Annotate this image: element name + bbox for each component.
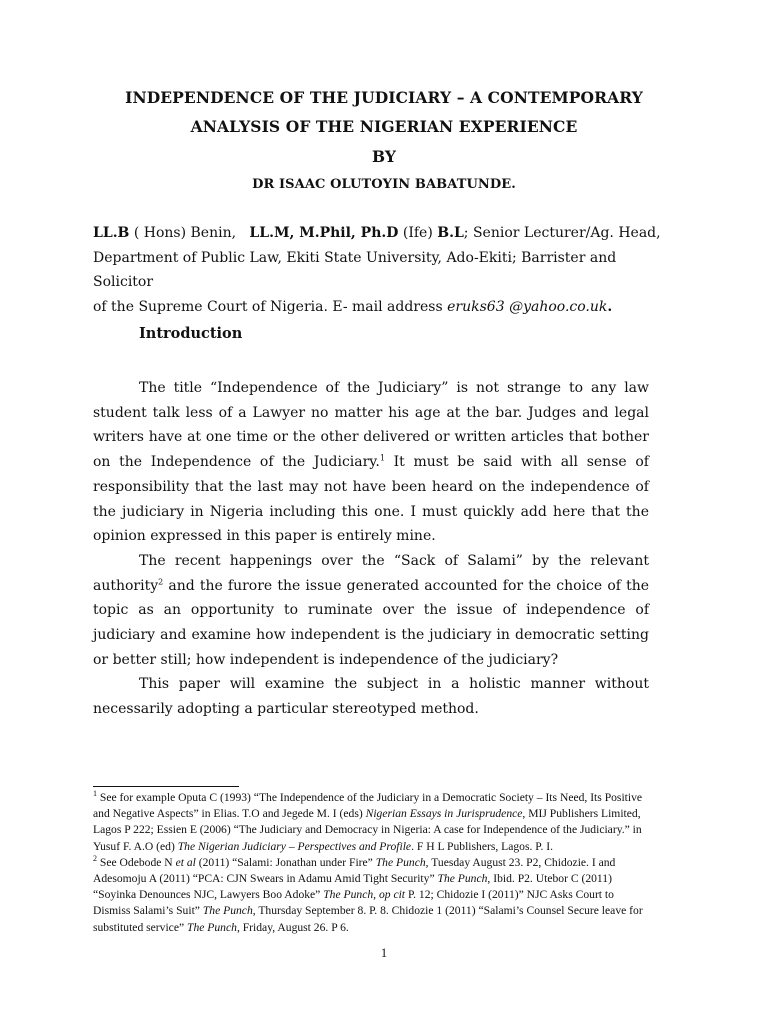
- paragraph-2: [93, 549, 649, 673]
- author-credentials: [93, 221, 663, 319]
- author-name: DR ISAAC OLUTOYIN BABATUNDE.: [252, 177, 516, 192]
- footnote-2-italic: The Punch: [375, 855, 426, 869]
- footnote-2: [93, 855, 653, 936]
- page-number: 1: [380, 946, 388, 960]
- footnote-2-text: ,: [373, 888, 379, 902]
- footnote-1-text: . F H L Publishers, Lagos. P. I.: [411, 839, 553, 853]
- footnote-2-marker: 2: [93, 853, 97, 863]
- affiliation-line-2: Department of Public Law, Ekiti State University, Ado-Ekiti; Barrister and Solicitor: [93, 249, 617, 290]
- paragraph-1: [93, 376, 649, 549]
- footnote-ref-1: 1: [379, 453, 385, 463]
- footnote-2-italic: The Punch: [323, 888, 374, 902]
- author-email: eruks63 @yahoo.co.uk: [447, 298, 608, 315]
- footnote-ref-2: 2: [158, 576, 164, 586]
- footnote-2-italic: The Punch: [437, 872, 488, 886]
- footnote-2-text: P. 12; Chidozie I (2011)” NJC Asks Court to Dismiss Salami’s Suit”: [93, 888, 614, 918]
- degree-ife-detail: (Ife): [398, 225, 438, 241]
- degree-llm-mphil-phd: LL.M, M.Phil, Ph.D: [249, 225, 399, 241]
- footnote-separator: [93, 786, 239, 787]
- paper-title-line-1: INDEPENDENCE OF THE JUDICIARY – A CONTEMPORARY: [125, 88, 643, 107]
- degree-llb-detail: ( Hons) Benin,: [129, 225, 250, 241]
- body-text: [93, 376, 649, 722]
- footnote-2-text: , Friday, August 26. P 6.: [236, 920, 349, 934]
- footnotes: [93, 790, 653, 936]
- footnote-1-text: , MIJ Publishers Limited, Lagos P 222; Essien E (2006) “The Judiciary and Democracy in Nigeria: A case for Independence of the Judiciary.” in Yusuf F. A.O (ed): [93, 807, 642, 853]
- footnote-2-italic: The Punch: [187, 920, 237, 934]
- footnote-2-text: (2011) “Salami: Jonathan under Fire”: [195, 855, 376, 869]
- footnote-1-marker: 1: [93, 789, 97, 799]
- footnote-2-text: , Thursday September 8. P. 8. Chidozie 1 (2011) “Salami’s Counsel Secure leave for substituted service”: [93, 904, 643, 934]
- paper-title-line-2: ANALYSIS OF THE NIGERIAN EXPERIENCE: [190, 117, 578, 136]
- degree-bl: B.L: [437, 225, 464, 241]
- footnote-2-italic: op cit: [378, 888, 406, 902]
- affiliation-line-3: of the Supreme Court of Nigeria. E- mail address: [93, 298, 448, 315]
- footnote-1-italic: The Nigerian Judiciary – Perspectives and Profile: [177, 839, 412, 853]
- section-heading-introduction: Introduction: [139, 325, 243, 342]
- footnote-2-text: , Ibid. P2. Utebor C (2011) “Soyinka Denounces NJC, Lawyers Boo Adoke”: [93, 872, 612, 902]
- footnote-1: [93, 790, 653, 855]
- footnote-1-italic: Nigerian Essays in Jurisprudence: [365, 807, 523, 821]
- degree-llb: LL.B: [93, 225, 130, 241]
- by-label: BY: [371, 147, 397, 166]
- paragraph-2-part-b: and the furore the issue generated accounted for the choice of the topic as an opportunity to ruminate over the issue of independence of judiciary and examine how independent is the judiciary in democratic setting or better still; how independent is independence of the judiciary?: [93, 577, 649, 668]
- footnote-2-text: See Odebode N: [97, 855, 176, 869]
- paragraph-3: This paper will examine the subject in a holistic manner without necessarily adopting a particular stereotyped method.: [93, 676, 649, 718]
- footnote-2-italic: The Punch: [202, 904, 253, 918]
- footnote-1-text: See for example Oputa C (1993) “The Independence of the Judiciary in a Democratic Society – Its Need, Its Positive and Negative Aspects” in Elias. T.O and Jegede M. I (eds): [93, 791, 643, 821]
- paragraph-1-part-b: It must be said with all sense of responsibility that the last may not have been heard on the independence of the judiciary in Nigeria including this one. I must quickly add here that the opinion expressed in this paper is entirely mine.: [93, 454, 649, 545]
- footnote-2-text: , Tuesday August 23. P2, Chidozie. I and Adesomoju A (2011) “PCA: CJN Swears in Adamu Amid Tight Security”: [93, 855, 616, 886]
- credentials-end: .: [607, 298, 613, 315]
- paragraph-1-part-a: The title “Independence of the Judiciary” is not strange to any law student talk less of a Lawyer no matter his age at the bar. Judges and legal writers have at one time or the other delivered or written articles that bother on the Independence of the Judiciary.: [93, 380, 649, 471]
- footnote-2-italic: et al: [175, 855, 196, 869]
- affiliation-line-1: ; Senior Lecturer/Ag. Head,: [463, 225, 661, 241]
- paragraph-2-part-a: The recent happenings over the “Sack of Salami” by the relevant authority: [93, 552, 649, 594]
